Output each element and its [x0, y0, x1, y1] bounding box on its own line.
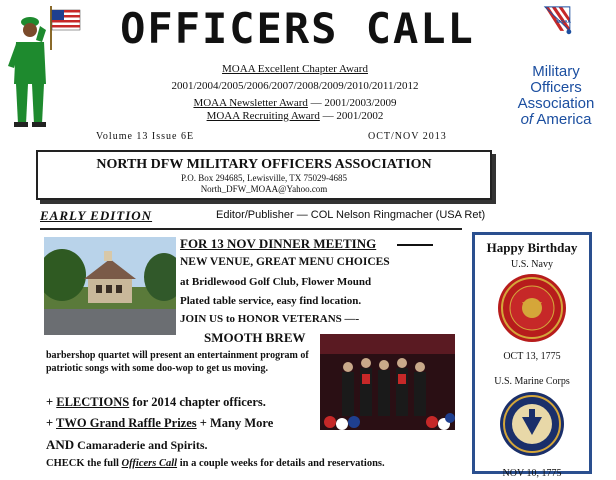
venue-line: NEW VENUE, GREAT MENU CHOICES — [180, 256, 390, 268]
raffle-link: TWO Grand Raffle Prizes — [56, 416, 197, 430]
check-line — [46, 458, 385, 469]
elections-link: ELECTIONS — [56, 395, 130, 409]
moaa-badge-text: MOAA — [556, 20, 572, 26]
raffle-line — [46, 416, 273, 431]
award-excellent-label: MOAA Excellent Chapter Award — [222, 63, 368, 75]
award-recruiting-years: — 2001/2002 — [319, 110, 384, 122]
association-name: NORTH DFW MILITARY OFFICERS ASSOCIATION — [96, 157, 432, 172]
marines-date: NOV 10, 1775 — [502, 468, 562, 479]
editor-line: Editor/Publisher — COL Nelson Ringmacher (USA Ret) — [216, 209, 486, 221]
award-recruiting — [150, 109, 440, 123]
veterans-line: JOIN US to HONOR VETERANS —- — [180, 313, 360, 325]
association-box — [36, 150, 492, 200]
camaraderie-line — [46, 437, 208, 453]
moaa-line4-main: America — [536, 111, 592, 128]
navy-seal-icon — [499, 391, 565, 457]
dinner-meeting-headline: FOR 13 NOV DINNER MEETING — [180, 236, 377, 251]
volume-issue: Volume 13 Issue 6E — [96, 131, 195, 142]
marines-name: U.S. Marine Corps — [494, 376, 570, 387]
officers-call-link[interactable]: Officers Call — [121, 458, 178, 469]
raffle-prefix: + — [46, 416, 57, 430]
headline-arrow — [397, 244, 433, 246]
moaa-line4 — [500, 112, 612, 128]
raffle-rest: + Many More — [196, 416, 274, 430]
birthday-title: Happy Birthday — [486, 240, 578, 255]
association-email[interactable]: North_DFW_MOAA@Yahoo.com — [200, 184, 328, 194]
check-prefix: CHECK the full — [46, 458, 122, 469]
moaa-line3: Association — [517, 95, 595, 112]
award-newsletter-years: — 2001/2003/2009 — [307, 97, 397, 109]
award-recruiting-label: MOAA Recruiting Award — [206, 110, 320, 122]
birthday-box — [472, 232, 592, 479]
moaa-line2: Officers — [530, 79, 582, 96]
moaa-line4-prefix: of — [520, 111, 534, 128]
newsletter-title: OFFICERS CALL — [120, 4, 475, 53]
elections-rest: for 2014 chapter officers. — [129, 395, 266, 409]
section-divider — [40, 228, 462, 230]
edition-label: EARLY EDITION — [40, 208, 153, 223]
and-word: AND — [46, 437, 75, 452]
award-excellent — [150, 62, 440, 76]
award-newsletter — [150, 96, 440, 110]
camaraderie-rest: Camaraderie and Spirits. — [74, 438, 208, 452]
check-rest: in a couple weeks for details and reservations. — [177, 458, 385, 469]
award-years: 2001/2004/2005/2006/2007/2008/2009/2010/2011/2012 — [171, 80, 419, 92]
smooth-brew-heading: SMOOTH BREW — [204, 330, 306, 345]
golf-club-photo — [44, 237, 176, 335]
elections-prefix: + — [46, 395, 57, 409]
moaa-logo — [516, 4, 616, 64]
quartet-description: barbershop quartet will present an entertainment program of patriotic songs with some doo-wop to get us moving. — [46, 350, 309, 374]
service-line: Plated table service, easy find location. — [180, 295, 362, 307]
association-address: P.O. Box 294685, Lewisville, TX 75029-4685 — [180, 173, 348, 183]
location-line: at Bridlewood Golf Club, Flower Mound — [180, 276, 372, 288]
issue-date: OCT/NOV 2013 — [368, 131, 447, 142]
moaa-line1: Military — [532, 63, 580, 80]
navy-date: OCT 13, 1775 — [503, 351, 561, 362]
award-newsletter-label: MOAA Newsletter Award — [193, 97, 308, 109]
saluting-soldier-illustration — [6, 4, 84, 129]
barbershop-quartet-photo — [320, 334, 455, 430]
navy-name: U.S. Navy — [511, 259, 553, 270]
elections-line — [46, 395, 266, 410]
marine-corps-seal-icon — [496, 272, 568, 344]
moaa-wordmark — [500, 64, 612, 128]
